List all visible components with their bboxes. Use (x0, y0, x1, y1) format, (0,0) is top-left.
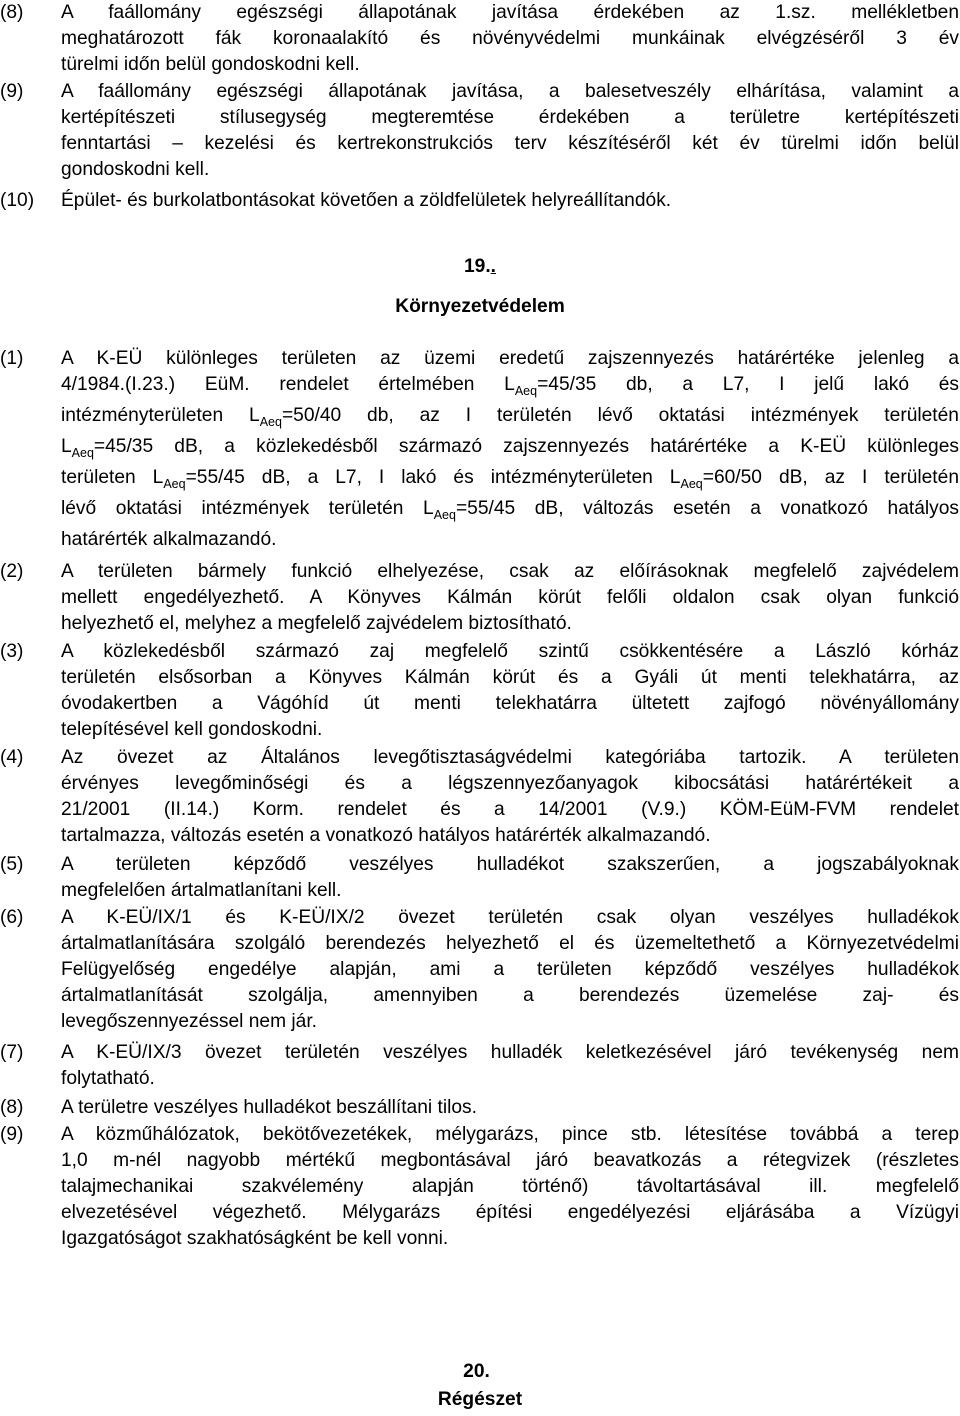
paragraph-line: Épület- és burkolatbontásokat követően a zöldfelületek helyreállítandók. (61, 190, 672, 211)
text-run: =60/50 dB, az I területén (702, 467, 959, 488)
paragraph-line: helyezhető el, melyhez a megfelelő zajvédelem biztosítható. (61, 613, 572, 634)
paragraph-number: (6) (0, 907, 24, 928)
paragraph-line: A K-EÜ különleges területen az üzemi eredetű zajszennyezés határértéke jelenleg a (61, 348, 959, 369)
paragraph-line: ártalmatlanítását szolgálja, amennyiben a berendezés üzemelése zaj- és (61, 985, 959, 1006)
paragraph-line: A K-EÜ/IX/3 övezet területén veszélyes hulladék keletkezésével járó tevékenység nem (61, 1042, 959, 1063)
subscript-aeq: Aeq (433, 508, 456, 522)
paragraph-line: Igazgatóságot szakhatóságként be kell vonni. (61, 1228, 449, 1249)
paragraph-line: megfelelően ártalmatlanítani kell. (61, 880, 342, 901)
section-number: 19. (463, 256, 491, 277)
subscript-aeq: Aeq (514, 384, 538, 398)
paragraph-number: (8) (0, 1097, 24, 1118)
section-19-title: Környezetvédelem (395, 296, 565, 317)
paragraph-line: A közműhálózatok, bekötővezetékek, mélygarázs, pince stb. létesítése továbbá a terep (61, 1124, 959, 1145)
paragraph-line: folytatható. (61, 1068, 155, 1089)
paragraph-number: (10) (0, 190, 35, 211)
section-20-number (0, 1359, 960, 1385)
paragraph-line: mellett engedélyezhető. A Könyves Kálmán körút felőli oldalon csak olyan funkció (61, 587, 959, 608)
paragraph-line: Az övezet az Általános levegőtisztaságvédelmi kategóriába tartozik. A területen (61, 747, 959, 768)
section-20-title: Régészet (437, 1389, 523, 1410)
paragraph-line: gondoskodni kell. (61, 159, 210, 180)
subscript-aeq: Aeq (71, 446, 94, 460)
paragraph-line (61, 496, 959, 527)
paragraph-line: A K-EÜ/IX/1 és K-EÜ/IX/2 övezet területén csak olyan veszélyes hulladékok (61, 907, 959, 928)
subscript-aeq: Aeq (680, 477, 703, 491)
text-run: 4/1984.(I.23.) EüM. rendelet értelmében L (61, 374, 515, 395)
paragraph-number: (7) (0, 1042, 24, 1063)
paragraph-line: A közlekedésből származó zaj megfelelő szintű csökkentésére a László kórház (61, 641, 959, 662)
text-run: =55/45 dB, a L7, I lakó és intézményterületen L (185, 467, 681, 488)
paragraph-line: óvodakertben a Vágóhíd út menti telekhatárra ültetett zajfogó növényállomány (61, 693, 959, 714)
paragraph-line: 1,0 m-nél nagyobb mértékű megbontásával járó beavatkozás a rétegvizek (részletes (61, 1150, 959, 1171)
paragraph-line (61, 403, 959, 434)
paragraph-line: A faállomány egészségi állapotának javítása, a balesetveszély elhárítása, valamint a (61, 81, 959, 102)
paragraph-number: (4) (0, 747, 24, 768)
paragraph-line: fenntartási – kezelési és kertrekonstrukciós terv készítéséről két év türelmi időn belül (61, 133, 959, 154)
text-run: lévő oktatási intézmények területén L (61, 498, 434, 519)
section-number-suffix: . (490, 256, 497, 277)
section-19-number (0, 254, 960, 280)
paragraph-line: A területre veszélyes hulladékot beszállítani tilos. (61, 1097, 477, 1118)
paragraph-line: Felügyelőség engedélye alapján, ami a területen képződő veszélyes hulladékok (61, 959, 959, 980)
paragraph-line: telepítésével kell gondoskodni. (61, 719, 323, 740)
text-run: =45/35 db, a L7, I jelű lakó és (537, 374, 960, 395)
paragraph-line: A faállomány egészségi állapotának javítása érdekében az 1.sz. mellékletben (61, 2, 959, 23)
paragraph-line: meghatározott fák koronaalakító és növényvédelmi munkáinak elvégzéséről 3 év (61, 28, 959, 49)
paragraph-line (61, 372, 959, 403)
paragraph-number: (8) (0, 2, 24, 23)
text-run: =45/35 dB, a közlekedésből származó zajszennyezés határértéke a K-EÜ különleges (93, 436, 959, 457)
subscript-aeq: Aeq (259, 415, 282, 429)
paragraph-line: elvezetésével végezhető. Mélygarázs építési engedélyezési eljárásába a Vízügyi (61, 1202, 959, 1223)
paragraph-number: (3) (0, 641, 24, 662)
text-run: területen L (61, 467, 164, 488)
paragraph-line: érvényes levegőminőségi és a légszennyezőanyagok kibocsátási határértékeit a (61, 773, 959, 794)
paragraph-line: 21/2001 (II.14.) Korm. rendelet és a 14/2001 (V.9.) KÖM-EüM-FVM rendelet (61, 799, 959, 820)
paragraph-line (61, 465, 959, 496)
paragraph-line: talajmechanikai szakvélemény alapján történő) távoltartásával ill. megfelelő (61, 1176, 959, 1197)
paragraph-line: A területen képződő veszélyes hulladékot szakszerűen, a jogszabályoknak (61, 854, 959, 875)
text-run: =50/40 db, az I területén lévő oktatási intézmények területén (281, 405, 959, 426)
paragraph-line: területén elsősorban a Könyves Kálmán körút és a Gyáli út menti telekhatárra, az (61, 667, 959, 688)
paragraph-line: türelmi időn belül gondoskodni kell. (61, 54, 360, 75)
paragraph-line: kertépítészeti stílusegység megteremtése érdekében a területre kertépítészeti (61, 107, 959, 128)
section-number: 20. (463, 1361, 490, 1382)
text-run: L (61, 436, 72, 457)
paragraph-number: (9) (0, 81, 24, 102)
paragraph-number: (5) (0, 854, 24, 875)
text-run: intézményterületen L (61, 405, 260, 426)
paragraph-line: levegőszennyezéssel nem jár. (61, 1011, 317, 1032)
subscript-aeq: Aeq (163, 477, 186, 491)
paragraph-line: A területen bármely funkció elhelyezése, csak az előírásoknak megfelelő zajvédelem (61, 561, 959, 582)
text-run: =55/45 dB, változás esetén a vonatkozó hatályos (455, 498, 959, 519)
paragraph-line: ártalmatlanítására szolgáló berendezés helyezhető el és üzemeltethető a Környezetvédelmi (61, 933, 959, 954)
paragraph-number: (2) (0, 561, 24, 582)
paragraph-line (61, 434, 959, 465)
paragraph-number: (1) (0, 348, 24, 369)
paragraph-number: (9) (0, 1124, 24, 1145)
paragraph-line: határérték alkalmazandó. (61, 529, 277, 550)
paragraph-line: tartalmazza, változás esetén a vonatkozó hatályos határérték alkalmazandó. (61, 825, 711, 846)
